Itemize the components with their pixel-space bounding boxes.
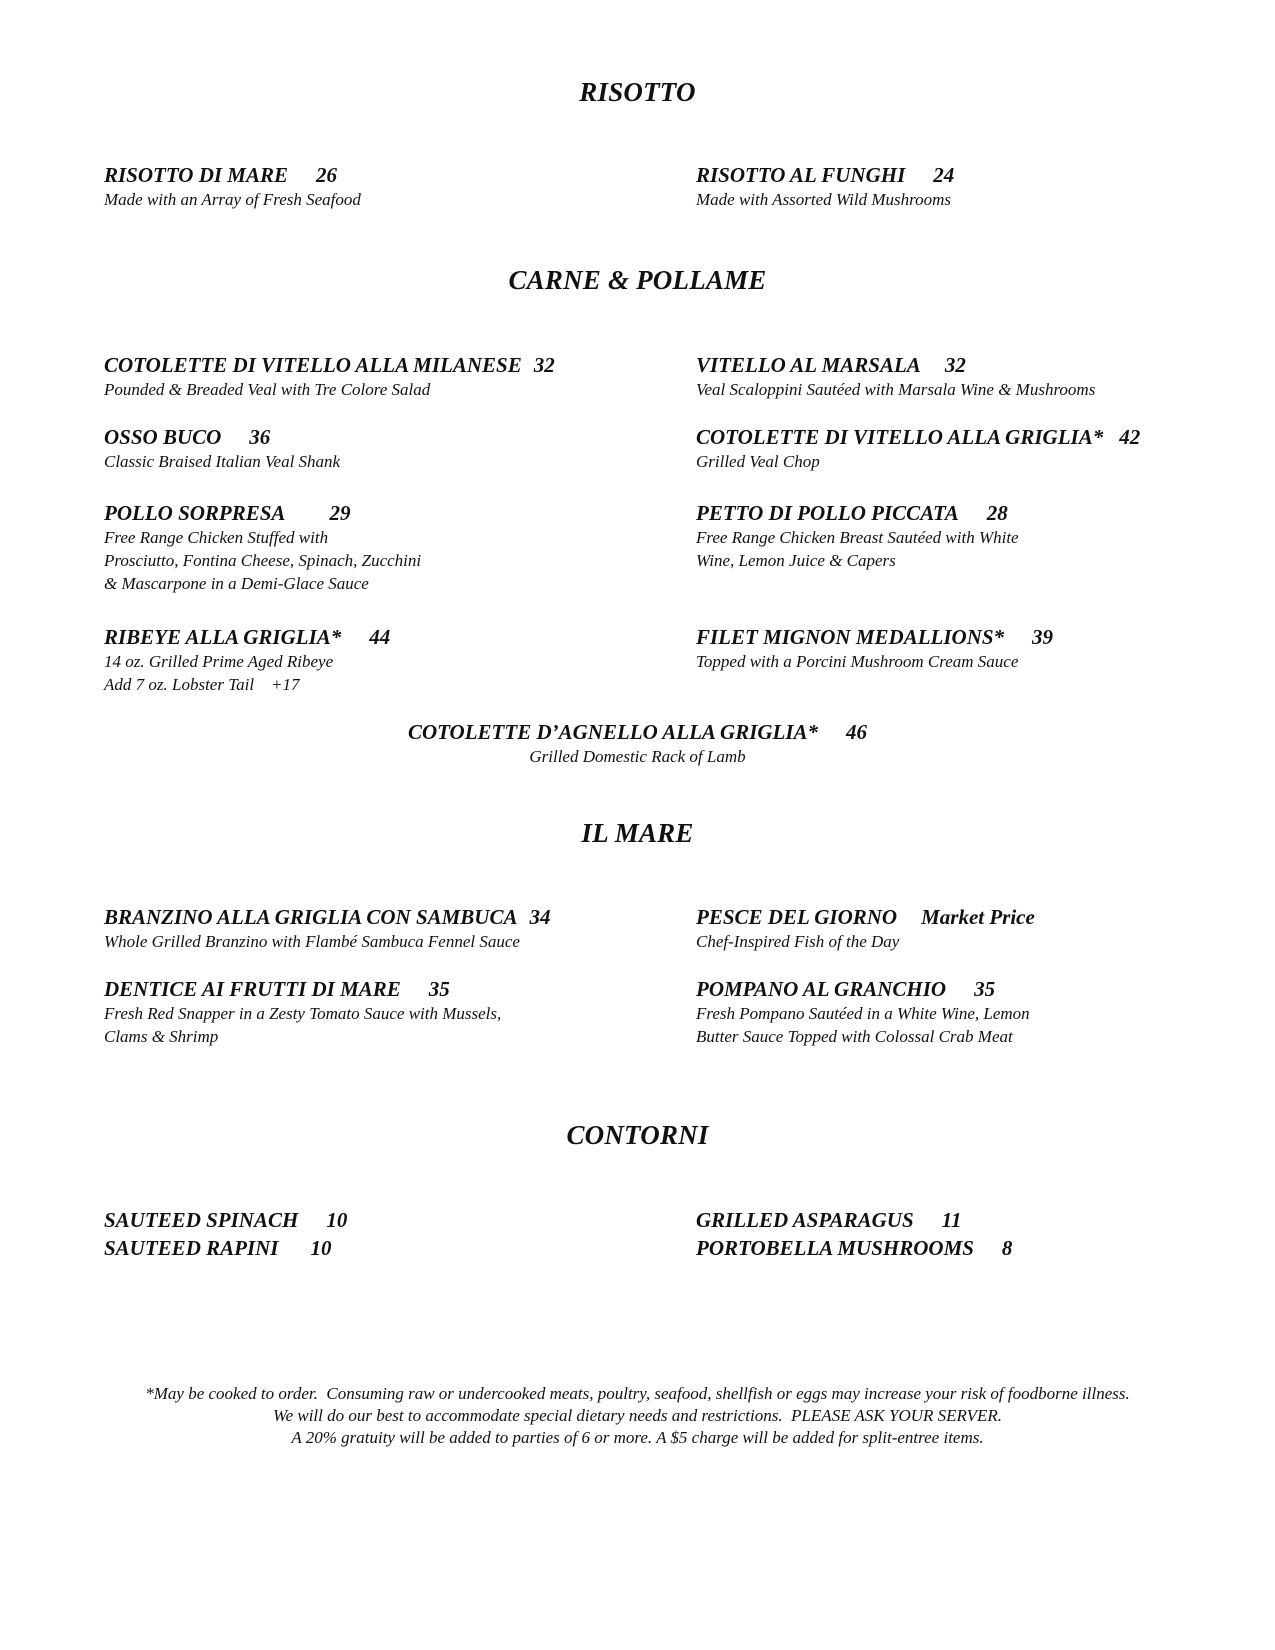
item-description: Whole Grilled Branzino with Flambé Sambuca Fennel Sauce	[104, 932, 520, 951]
item-description-line: & Mascarpone in a Demi-Glace Sauce	[104, 574, 369, 593]
item-name: COTOLETTE D’AGNELLO ALLA GRIGLIA*	[407, 720, 819, 744]
menu-item-sauteed-rapini	[104, 1235, 331, 1261]
item-name: POMPANO AL GRANCHIO	[696, 977, 947, 1001]
menu-item-portobella-mushrooms	[696, 1235, 1012, 1261]
footer-line: We will do our best to accommodate special dietary needs and restrictions. PLEASE ASK YOUR SERVER.	[272, 1406, 1003, 1425]
menu-item-osso-buco	[104, 424, 340, 473]
item-price: 32	[533, 353, 555, 377]
item-name: GRILLED ASPARAGUS	[696, 1208, 914, 1232]
section-title-risotto: RISOTTO	[579, 77, 696, 107]
menu-item-pesce-del-giorno	[696, 904, 1035, 953]
item-name: SAUTEED SPINACH	[104, 1208, 299, 1232]
item-name: BRANZINO ALLA GRIGLIA CON SAMBUCA	[104, 905, 518, 929]
item-price: 34	[529, 905, 551, 929]
item-name: COTOLETTE DI VITELLO ALLA GRIGLIA*	[696, 425, 1104, 449]
menu-item-vitello-marsala	[696, 352, 1095, 401]
menu-item-branzino	[104, 904, 551, 953]
item-description: Pounded & Breaded Veal with Tre Colore Salad	[104, 380, 431, 399]
item-price: 32	[944, 353, 966, 377]
menu-item-cotolette-griglia	[696, 424, 1140, 473]
item-description: Chef-Inspired Fish of the Day	[696, 932, 900, 951]
item-price: 29	[329, 501, 351, 525]
item-description-line: Clams & Shrimp	[104, 1027, 219, 1046]
item-price: 39	[1032, 625, 1054, 649]
item-description-line: Wine, Lemon Juice & Capers	[696, 551, 896, 570]
item-price: 35	[428, 977, 450, 1001]
menu-item-pollo-sorpresa	[104, 500, 421, 595]
item-name: FILET MIGNON MEDALLIONS*	[696, 625, 1005, 649]
item-name: SAUTEED RAPINI	[104, 1236, 279, 1260]
item-price: 42	[1119, 425, 1141, 449]
footer-line: A 20% gratuity will be added to parties of 6 or more. A $5 charge will be added for split-entree items.	[291, 1428, 984, 1447]
footer-line: *May be cooked to order. Consuming raw or undercooked meats, poultry, seafood, shellfish or eggs may increase your risk of foodborne illness.	[145, 1384, 1130, 1403]
item-price: 11	[941, 1208, 962, 1232]
item-description-line: Fresh Red Snapper in a Zesty Tomato Sauce with Mussels,	[104, 1004, 502, 1023]
section-title-carne-pollame: CARNE & POLLAME	[508, 265, 767, 295]
menu-item-petto-di-pollo-piccata	[696, 500, 1019, 572]
menu-item-risotto-di-mare	[104, 162, 361, 211]
item-description-line: 14 oz. Grilled Prime Aged Ribeye	[104, 652, 334, 671]
item-price: 24	[933, 163, 955, 187]
menu-item-cotolette-agnello	[0, 719, 1275, 768]
menu-item-sauteed-spinach	[104, 1207, 347, 1233]
item-description-line: Free Range Chicken Breast Sautéed with White	[696, 528, 1019, 547]
item-name: RISOTTO AL FUNGHI	[696, 163, 906, 187]
item-description: Grilled Domestic Rack of Lamb	[529, 747, 746, 766]
item-price: 28	[986, 501, 1008, 525]
item-name: PESCE DEL GIORNO	[696, 905, 898, 929]
item-name: OSSO BUCO	[104, 425, 222, 449]
item-description: Made with an Array of Fresh Seafood	[104, 190, 361, 209]
item-description: Grilled Veal Chop	[696, 452, 820, 471]
item-price: 26	[316, 163, 337, 187]
item-price: 44	[369, 625, 391, 649]
menu-item-cotolette-milanese	[104, 352, 555, 401]
item-description-line: Prosciutto, Fontina Cheese, Spinach, Zucchini	[104, 551, 422, 570]
menu-item-dentice	[104, 976, 501, 1048]
item-name: RISOTTO DI MARE	[104, 163, 288, 187]
section-title-contorni: CONTORNI	[566, 1120, 709, 1150]
item-price: 10	[310, 1236, 332, 1260]
item-price: 8	[1001, 1236, 1013, 1260]
section-title-il-mare: IL MARE	[581, 818, 694, 848]
item-description: Made with Assorted Wild Mushrooms	[696, 190, 952, 209]
item-name: RIBEYE ALLA GRIGLIA*	[104, 625, 342, 649]
item-description: Topped with a Porcini Mushroom Cream Sauce	[696, 652, 1019, 671]
item-description-line: Fresh Pompano Sautéed in a White Wine, Lemon	[696, 1004, 1030, 1023]
item-price: 10	[326, 1208, 348, 1232]
item-name: POLLO SORPRESA	[104, 501, 286, 525]
menu-item-ribeye	[104, 624, 390, 696]
item-price: 35	[974, 977, 996, 1001]
menu-item-risotto-al-funghi	[696, 162, 954, 211]
item-name: PETTO DI POLLO PICCATA	[696, 501, 959, 525]
item-name: VITELLO AL MARSALA	[696, 353, 921, 377]
footer-disclaimer	[0, 1383, 1275, 1449]
item-name: DENTICE AI FRUTTI DI MARE	[104, 977, 401, 1001]
menu-item-filet-mignon	[696, 624, 1053, 673]
item-description: Veal Scaloppini Sautéed with Marsala Wine & Mushrooms	[696, 380, 1096, 399]
item-description: Classic Braised Italian Veal Shank	[104, 452, 341, 471]
item-name: PORTOBELLA MUSHROOMS	[696, 1236, 974, 1260]
item-description-line: Free Range Chicken Stuffed with	[104, 528, 329, 547]
item-price: Market Price	[921, 905, 1035, 929]
item-price: 46	[846, 720, 868, 744]
item-price: 36	[249, 425, 271, 449]
menu-item-pompano	[696, 976, 1030, 1048]
item-description-line: Butter Sauce Topped with Colossal Crab Meat	[696, 1027, 1013, 1046]
menu-item-grilled-asparagus	[696, 1207, 961, 1233]
item-name: COTOLETTE DI VITELLO ALLA MILANESE	[104, 353, 522, 377]
item-description-line: Add 7 oz. Lobster Tail +17	[104, 675, 300, 694]
